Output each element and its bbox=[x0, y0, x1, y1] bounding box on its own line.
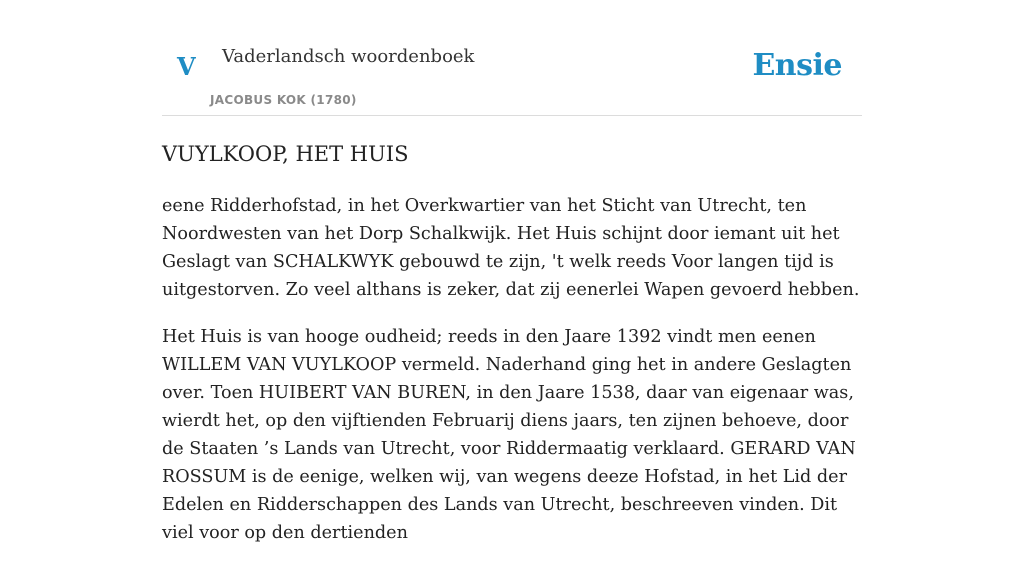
entry-title: VUYLKOOP, HET HUIS bbox=[162, 142, 409, 166]
entry-body bbox=[162, 192, 862, 566]
book-title-link[interactable]: Vaderlandsch woordenboek bbox=[222, 46, 475, 67]
entry-paragraph: eene Ridderhofstad, in het Overkwartier van het Sticht van Utrecht, ten Noordwesten van het Dorp Schalkwijk. Het Huis schijnt door iemant uit het Geslagt van SCHALKWYK gebouwd te zijn, 't welk reeds Voor langen tijd is uitgestorven. Zo veel althans is zeker, dat zij eenerlei Wapen gevoerd hebben. bbox=[162, 196, 860, 300]
book-author: JACOBUS KOK (1780) bbox=[210, 93, 357, 107]
page-header bbox=[162, 0, 862, 116]
entry-paragraph: Het Huis is van hooge oudheid; reeds in den Jaare 1392 vindt men eenen WILLEM VAN VUYLKOOP vermeld. Naderhand ging het in andere Geslagten over. Toen HUIBERT VAN BUREN, in den Jaare 1538, daar van eigenaar was, wierdt het, op den vijftienden Februarij diens jaars, ten zijnen behoeve, door de Staaten ’s Lands van Utrecht, voor Riddermaatig verklaard. GERARD VAN ROSSUM is de eenige, welken wij, van wegens deeze Hofstad, in het Lid der Edelen en Ridderschappen des Lands van Utrecht, beschreeven vinden. Dit viel voor op den dertienden bbox=[162, 327, 856, 543]
entry-card bbox=[162, 0, 862, 543]
brand-logo-link[interactable]: Ensie bbox=[752, 48, 842, 83]
alphabet-letter-link[interactable]: V bbox=[177, 52, 196, 81]
